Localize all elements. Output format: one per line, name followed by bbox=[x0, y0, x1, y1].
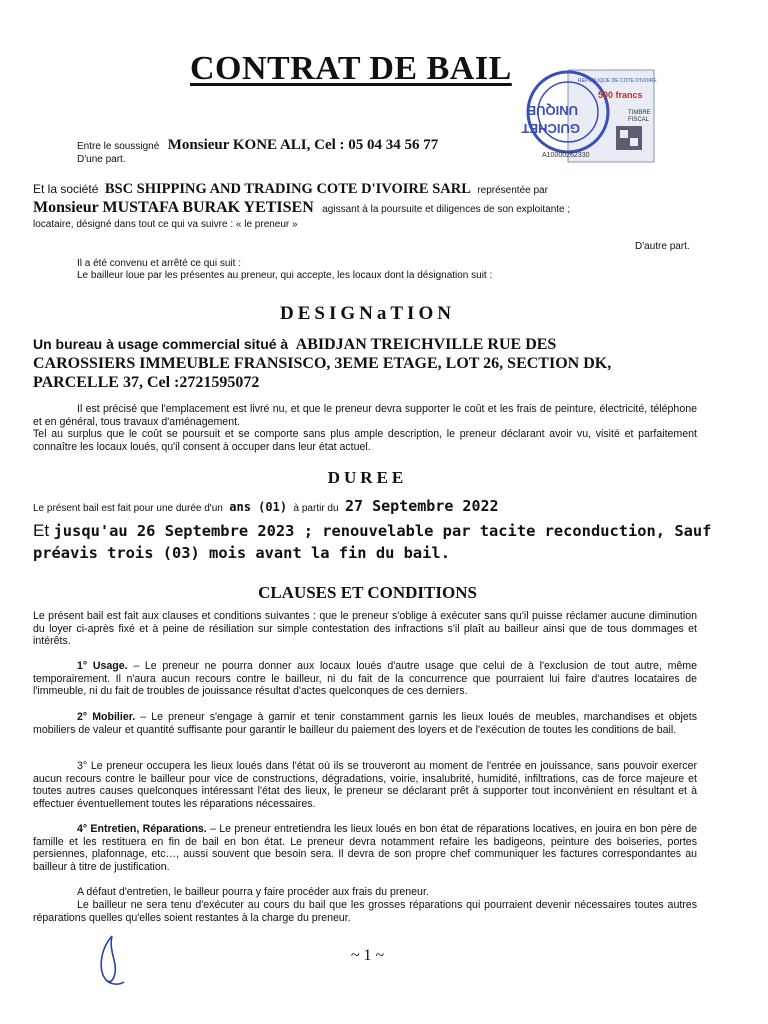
document-title: CONTRAT DE BAIL bbox=[190, 50, 512, 87]
company-name: BSC SHIPPING AND TRADING COTE D'IVOIRE SARL bbox=[104, 181, 471, 197]
clause-entretien-title: 4° Entretien, Réparations. bbox=[77, 823, 207, 835]
stamp-label: TIMBRE FISCAL bbox=[628, 110, 651, 123]
page-number: ~ 1 ~ bbox=[350, 947, 385, 964]
acting-text: agissant à la poursuite et diligences de son exploitante ; bbox=[322, 204, 571, 215]
duree-heading: DUREE bbox=[327, 468, 408, 487]
designation-heading: DESIGNaTION bbox=[280, 303, 455, 324]
clause-usage-title: 1° Usage. bbox=[77, 660, 128, 672]
stamp-header: REPUBLIQUE DE COTE D'IVOIRE bbox=[578, 78, 657, 84]
stamp-code: A10000262330 bbox=[542, 152, 590, 159]
handwritten-initial-icon bbox=[92, 930, 132, 990]
address-part-1: ABIDJAN TREICHVILLE RUE DES bbox=[295, 336, 557, 353]
representative-line bbox=[33, 199, 570, 217]
duree-start-date: 27 Septembre 2022 bbox=[345, 497, 499, 515]
clause-mobilier-title: 2° Mobilier. bbox=[77, 711, 136, 723]
duree-line-2-prefix: Et bbox=[33, 521, 50, 540]
tenant-line: locataire, désigné dans tout ce qui va suivre : « le preneur » bbox=[33, 219, 298, 230]
clause-entretien-text: – Le preneur entretiendra les lieux loués en bon état de réparations locatives, en jouira en bon père de famille et les restituera en fin de bail en bon état. Le preneur devra notamment refaire les badigeons, peinture des boiseries, portes persiennes, plafonnage, etc…, aussi souvent que besoin sera. Il devra de son propre chef communiquer les factures correspondantes au bailleur à titre de justification. bbox=[33, 823, 697, 873]
duree-notice: préavis trois (03) mois avant la fin du bail. bbox=[33, 544, 450, 562]
clause-entretien bbox=[33, 823, 697, 873]
duree-line-2 bbox=[33, 521, 711, 541]
duree-end-text: jusqu'au 26 Septembre 2023 ; renouvelable par tacite reconduction, Sauf bbox=[53, 522, 712, 540]
clause-etat-lieux: 3° Le preneur occupera les lieux loués dans l'état où ils se trouveront au moment de l'entrée en jouissance, sans pouvoir exercer aucun recours contre le bailleur pour vice de constructions, dégradations, voirie, insalubrité, humidité, infiltrations, cas de force majeure et toutes autres causes quelconques intéressant l'état des lieux, le preneur se déclarant prêt à supporter tout inconvénient en résultant et à effectuer éventuellement toutes les réparations nécessaires. bbox=[33, 760, 697, 810]
designation-paragraph-2: Tel au surplus que le coût se poursuit et se comporte sans plus ample description, le preneur déclarant avoir vu, visité et parfaitement connaître les locaux loués, qu'il consent à occuper dans leur état actuel. bbox=[33, 428, 697, 453]
address-part-3: PARCELLE 37, Cel :2721595072 bbox=[33, 374, 260, 391]
agreement-line-1: Il a été convenu et arrêté ce qui suit : bbox=[77, 258, 241, 269]
representative-name: Monsieur MUSTAFA BURAK YETISEN bbox=[33, 199, 314, 216]
designation-address-line-1 bbox=[33, 336, 556, 354]
company-line bbox=[33, 180, 548, 198]
duree-lead: Le présent bail est fait pour une durée d'un bbox=[33, 503, 223, 514]
other-part: D'autre part. bbox=[635, 241, 690, 252]
clauses-heading: CLAUSES ET CONDITIONS bbox=[258, 583, 477, 602]
svg-text:UNIQUE: UNIQUE bbox=[527, 103, 578, 118]
major-repairs: Le bailleur ne sera tenu d'exécuter au cours du bail que les grosses réparations qui pourraient devenir nécessaires toutes autres réparations quelles qu'elles soient restantes à la charge du preneur. bbox=[33, 899, 697, 924]
svg-text:GUICHET: GUICHET bbox=[521, 121, 580, 136]
clause-usage-text: – Le preneur ne pourra donner aux locaux loués d'autre usage que celui de à l'exclusion de tout autre, même temporairement. Il n'aura aucun recours contre le bailleur, ni du fait de la concurrence que pourraient lui faire d'autres locataires de l'immeuble, ni du fait de troubles de jouissance résultat d'actes quelconques de ces derniers. bbox=[33, 660, 697, 698]
fiscal-stamp bbox=[520, 66, 658, 164]
clause-mobilier bbox=[33, 711, 697, 736]
clause-usage bbox=[33, 660, 697, 698]
agreement-line-2: Le bailleur loue par les présentes au preneur, qui accepte, les locaux dont la désignation suit : bbox=[77, 270, 493, 281]
lessor-line bbox=[77, 136, 438, 154]
lessor-name: Monsieur KONE ALI, Cel : 05 04 34 56 77 bbox=[167, 137, 439, 153]
duree-years: ans (01) bbox=[229, 500, 288, 514]
duree-line-1 bbox=[33, 497, 499, 516]
stamp-amount: 500 francs bbox=[598, 90, 643, 100]
intro-prefix: Entre le soussigné bbox=[77, 141, 160, 152]
default-maintenance: A défaut d'entretien, le bailleur pourra y faire procéder aux frais du preneur. bbox=[77, 886, 429, 898]
duree-from: à partir du bbox=[293, 503, 339, 514]
designation-paragraph-1: Il est précisé que l'emplacement est livré nu, et que le preneur devra supporter le coût et les frais de peinture, électricité, téléphone et en général, tous travaux d'aménagement. bbox=[33, 403, 697, 428]
designation-lead: Un bureau à usage commercial situé à bbox=[33, 336, 289, 352]
company-prefix: Et la société bbox=[33, 182, 99, 196]
address-part-2: CAROSSIERS IMMEUBLE FRANSISCO, 3EME ETAGE, LOT 26, SECTION DK, bbox=[33, 355, 612, 372]
represented-by: représentée par bbox=[477, 185, 548, 196]
clause-mobilier-text: – Le preneur s'engage à garnir et tenir constamment garnis les lieux loués de meubles, marchandises et objets mobiliers de valeur et quantité suffisante pour garantir le bailleur du paiement des loyers et de l'exécution de toutes les conditions de bail. bbox=[33, 711, 697, 736]
clauses-intro: Le présent bail est fait aux clauses et conditions suivantes : que le preneur s'oblige à exécuter sans qu'il puisse réclamer aucune diminution du loyer ci-après fixé et à peine de résiliation sur simple contestation des infractions s'il plaît au bailleur ainsi que de tous dommages et intérêts. bbox=[33, 610, 697, 648]
one-part: D'une part. bbox=[77, 154, 126, 165]
